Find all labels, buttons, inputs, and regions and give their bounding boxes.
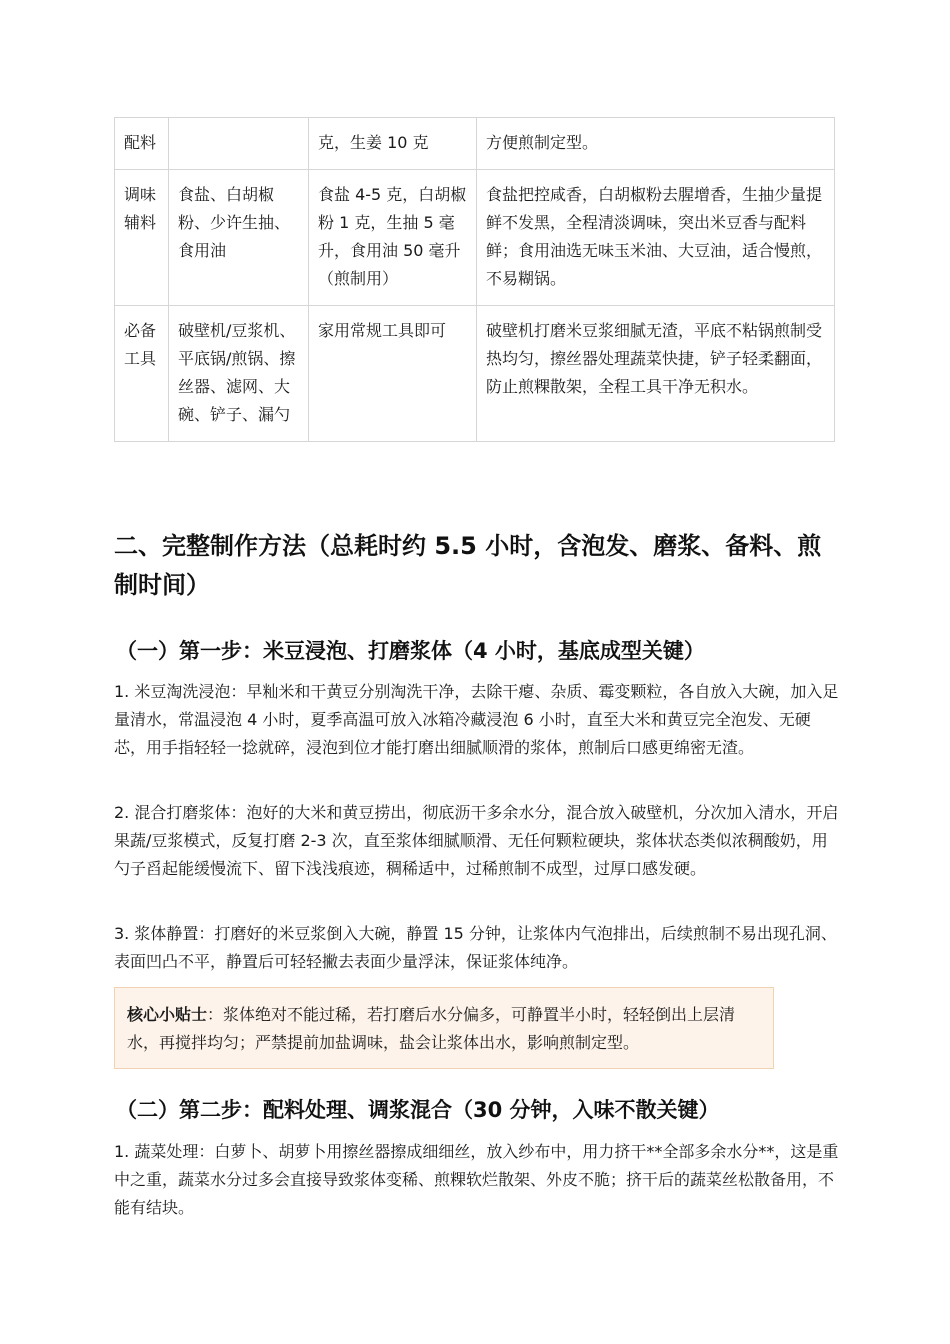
table-cell: 配料 [115, 118, 169, 170]
step1-item-1: 1. 米豆淘洗浸泡：早籼米和干黄豆分别淘洗干净，去除干瘪、杂质、霉变颗粒，各自放入大碗，加入足量清水，常温浸泡 4 小时，夏季高温可放入冰箱冷藏浸泡 6 小时，直至大米和黄豆完全泡发、无硬芯，用手指轻轻一捻就碎，浸泡到位才能打磨出细腻顺滑的浆体，煎制后口感更绵密无渣。 [114, 682, 839, 757]
table-cell: 食盐把控咸香，白胡椒粉去腥增香，生抽少量提鲜不发黑，全程清淡调味，突出米豆香与配料鲜；食用油选无味玉米油、大豆油，适合慢煎，不易糊锅。 [477, 170, 835, 306]
tip-text: ：浆体绝对不能过稀，若打磨后水分偏多，可静置半小时，轻轻倒出上层清水，再搅拌均匀；严禁提前加盐调味，盐会让浆体出水，影响煎制定型。 [127, 1005, 736, 1052]
tip-box [114, 987, 774, 1069]
table-cell [169, 118, 309, 170]
table-cell: 食盐、白胡椒粉、少许生抽、食用油 [169, 170, 309, 306]
step1-item-3: 3. 浆体静置：打磨好的米豆浆倒入大碗，静置 15 分钟，让浆体内气泡排出，后续煎制不易出现孔洞、表面凹凸不平，静置后可轻轻撇去表面少量浮沫，保证浆体纯净。 [114, 924, 837, 971]
tip-label: 核心小贴士 [127, 1005, 208, 1024]
step1-heading: （一）第一步：米豆浸泡、打磨浆体（4 小时，基底成型关键） [116, 639, 705, 663]
step2-item-1: 1. 蔬菜处理：白萝卜、胡萝卜用擦丝器擦成细细丝，放入纱布中，用力挤干**全部多余水分**，这是重中之重，蔬菜水分过多会直接导致浆体变稀、煎粿软烂散架、外皮不脆；挤干后的蔬菜丝松散备用，不能有结块。 [114, 1142, 839, 1217]
table-cell: 破壁机打磨米豆浆细腻无渣，平底不粘锅煎制受热均匀，擦丝器处理蔬菜快捷，铲子轻柔翻面，防止煎粿散架，全程工具干净无积水。 [477, 306, 835, 442]
step1-item-2: 2. 混合打磨浆体：泡好的大米和黄豆捞出，彻底沥干多余水分，混合放入破壁机，分次加入清水，开启果蔬/豆浆模式，反复打磨 2-3 次，直至浆体细腻顺滑、无任何颗粒硬块，浆体状态类似浓稠酸奶，用勺子舀起能缓慢流下、留下浅浅痕迹，稠稀适中，过稀煎制不成型，过厚口感发硬。 [114, 803, 839, 878]
ingredients-table [114, 117, 835, 442]
section-heading: 二、完整制作方法（总耗时约 5.5 小时，含泡发、磨浆、备料、煎制时间） [114, 532, 822, 599]
table-row [115, 118, 835, 170]
table-cell: 必备工具 [115, 306, 169, 442]
table-cell: 调味辅料 [115, 170, 169, 306]
table-cell: 破壁机/豆浆机、平底锅/煎锅、擦丝器、滤网、大碗、铲子、漏勺 [169, 306, 309, 442]
step2-heading: （二）第二步：配料处理、调浆混合（30 分钟，入味不散关键） [116, 1098, 720, 1122]
table-cell: 方便煎制定型。 [477, 118, 835, 170]
table-cell: 家用常规工具即可 [309, 306, 477, 442]
table-row [115, 306, 835, 442]
table-cell: 食盐 4-5 克，白胡椒粉 1 克，生抽 5 毫升，食用油 50 毫升（煎制用） [309, 170, 477, 306]
table-row [115, 170, 835, 306]
table-cell: 克，生姜 10 克 [309, 118, 477, 170]
